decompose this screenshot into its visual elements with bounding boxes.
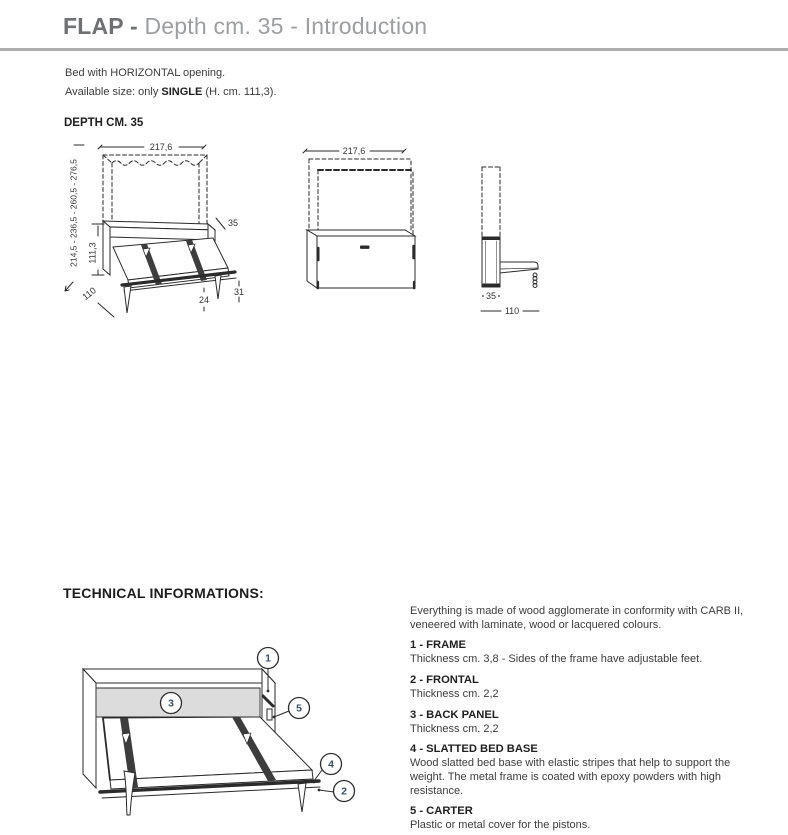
callout-5-dot	[273, 716, 276, 719]
item-desc: Thickness cm. 2,2	[410, 687, 499, 700]
dim-cabinet-height-label: 111,3	[87, 242, 98, 264]
cabinet-top-face	[83, 669, 275, 683]
callout-3-number: 3	[168, 697, 174, 710]
side-panel-bottom-band	[482, 284, 500, 288]
item-name: 2 - FRONTAL	[410, 673, 479, 686]
page-title	[63, 13, 427, 40]
cabinet-left-side	[307, 230, 317, 288]
diagram-technical	[72, 638, 392, 824]
intro-line-2	[65, 86, 277, 98]
diagram-open-bed	[58, 136, 298, 322]
carter-cover	[267, 709, 272, 720]
dim-depth-dot-left	[482, 295, 484, 297]
dim-open-depth-label: 110	[504, 306, 520, 316]
dim-depth-dot-right	[498, 295, 500, 297]
clearance-wave	[112, 161, 199, 166]
dim-depth-label: 35	[485, 291, 497, 301]
open-bed-bar	[500, 262, 538, 273]
clearance-sides	[103, 155, 207, 228]
intro-line-2-pre: Available size: only	[65, 86, 162, 98]
dim-height-range-label: 214,5 - 236,5 - 260,5 - 276,5	[68, 159, 79, 267]
dim-open-depth-label: 110	[80, 285, 98, 302]
header-divider	[0, 48, 788, 51]
dim-depth-leader	[216, 218, 225, 229]
technical-item-back-panel	[410, 709, 766, 737]
bed-leg-right	[298, 783, 306, 812]
cabinet-top-face	[307, 230, 415, 236]
item-name: 5 - CARTER	[410, 805, 473, 818]
intro-line-2-size: SINGLE	[161, 86, 203, 98]
page-title-subtitle: Depth cm. 35 - Introduction	[137, 13, 428, 39]
item-desc: Plastic or metal cover for the pistons.	[410, 819, 591, 832]
item-name: 4 - SLATTED BED BASE	[410, 743, 538, 756]
intro-line-1: Bed with HORIZONTAL opening.	[65, 67, 226, 79]
dim-width-label: 217,6	[149, 142, 173, 152]
technical-item-slatted-bed-base	[410, 743, 766, 798]
side-panel	[482, 237, 500, 287]
technical-heading: TECHNICAL INFORMATIONS:	[63, 585, 264, 601]
item-name: 3 - BACK PANEL	[410, 708, 499, 721]
callout-2-leader	[319, 790, 334, 792]
callout-4-number: 4	[328, 758, 334, 771]
clearance-inner-sides	[318, 170, 413, 235]
bed-leg-right	[215, 275, 221, 299]
item-desc: Thickness cm. 3,8 - Sides of the frame have adjustable feet.	[410, 653, 703, 666]
clearance-dashed	[482, 167, 500, 237]
diagram-side-view	[475, 163, 575, 318]
technical-item-carter	[410, 805, 766, 833]
dim-open-depth-leader	[98, 303, 114, 317]
dim-depth-label: 35	[228, 218, 239, 228]
item-desc: Wood slatted bed base with elastic stripes that help to support the weight. The metal frame is coated with epoxy powders with high resistance.	[410, 757, 731, 797]
technical-intro-line-2: veneered with laminate, wood or lacquered colours.	[410, 618, 662, 631]
diagram-closed-front	[298, 138, 433, 298]
callout-1-number: 1	[265, 652, 271, 665]
item-desc: Thickness cm. 2,2	[410, 722, 499, 735]
cabinet-left-panel	[103, 221, 110, 275]
technical-item-frontal	[410, 674, 766, 702]
cabinet-left-panel	[83, 669, 96, 788]
callout-5-leader	[274, 711, 289, 717]
dim-front-height-label: 31	[233, 287, 245, 297]
callout-2-dot	[318, 789, 321, 792]
depth-heading: DEPTH CM. 35	[64, 117, 144, 129]
intro-line-2-post: (H. cm. 111,3).	[202, 86, 277, 98]
bed-leg-left	[124, 771, 135, 815]
bed-leg-left	[124, 286, 131, 313]
cabinet-handle	[360, 246, 370, 249]
cabinet-front-face	[317, 236, 415, 288]
callout-1-dot	[267, 690, 270, 693]
callout-2-number: 2	[341, 785, 347, 798]
callout-4-dot	[313, 781, 316, 784]
technical-text-column	[410, 605, 766, 833]
dim-width-label: 217,6	[342, 146, 366, 156]
item-name: 1 - FRAME	[410, 639, 466, 652]
technical-intro-line-1: Everything is made of wood agglomerate in conformity with CARB II,	[410, 605, 744, 617]
side-panel-top-band	[482, 237, 500, 240]
dim-height-range-arrow	[65, 282, 73, 291]
technical-item-frame	[410, 639, 766, 667]
callout-5-number: 5	[296, 702, 302, 715]
page-title-product: FLAP -	[63, 13, 138, 39]
dim-leg-inset-label: 24	[198, 295, 210, 305]
